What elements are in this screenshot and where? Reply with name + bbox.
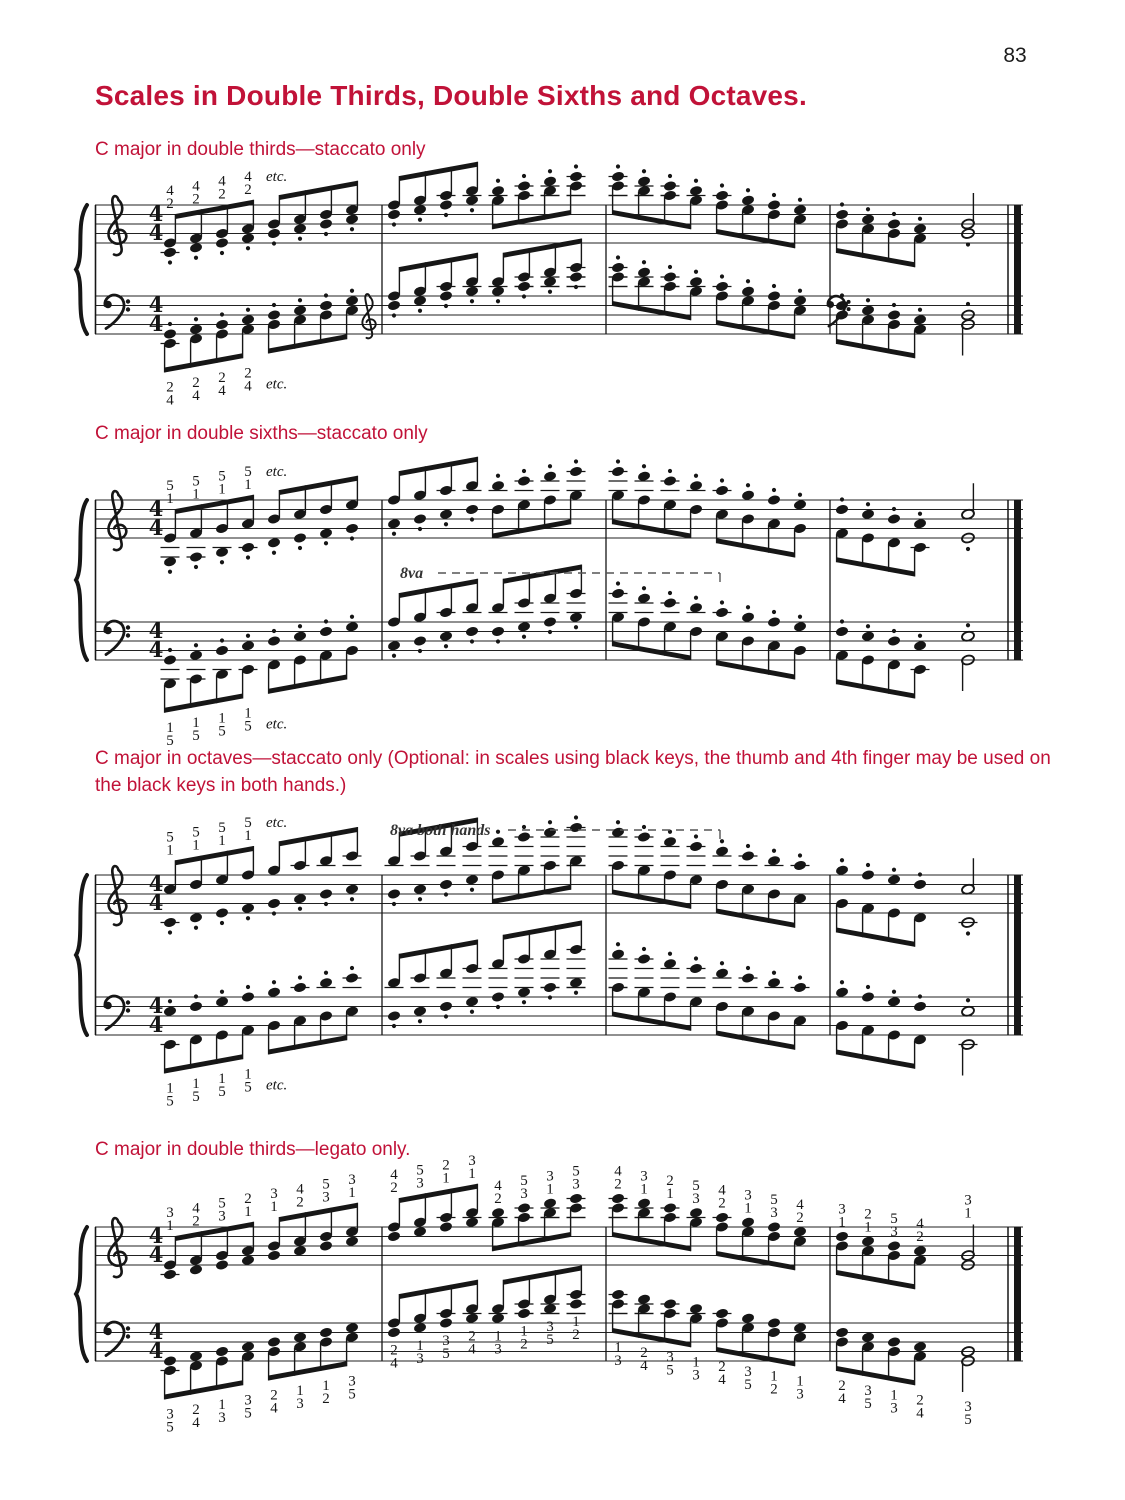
svg-text:1: 1 (692, 1354, 700, 1371)
grand-staff-system-2 (70, 450, 1080, 749)
system-4-caption: C major in double thirds—legato only. (95, 1139, 411, 1160)
svg-text:1: 1 (192, 837, 200, 854)
svg-text:4: 4 (718, 1372, 726, 1388)
svg-text:1: 1 (270, 1199, 278, 1215)
svg-text:5: 5 (322, 1176, 330, 1193)
svg-text:4: 4 (148, 1338, 164, 1363)
svg-text:1: 1 (244, 1066, 252, 1083)
svg-text:1: 1 (864, 1219, 872, 1236)
svg-text:5: 5 (572, 1163, 580, 1180)
svg-text:2: 2 (166, 379, 174, 396)
svg-text:3: 3 (640, 1168, 648, 1185)
svg-text:3: 3 (964, 1192, 972, 1209)
svg-text:3: 3 (890, 1224, 898, 1240)
svg-text:5: 5 (192, 1088, 200, 1105)
svg-text:5: 5 (192, 473, 200, 490)
svg-text:5: 5 (416, 1162, 424, 1179)
svg-text:4: 4 (640, 1357, 648, 1374)
svg-text:3: 3 (614, 1353, 622, 1369)
svg-text:2: 2 (192, 1401, 200, 1418)
svg-text:2: 2 (244, 1190, 252, 1207)
svg-text:5: 5 (348, 1386, 356, 1403)
svg-text:4: 4 (148, 871, 164, 896)
svg-text:etc.: etc. (266, 1077, 288, 1094)
svg-text:2: 2 (218, 370, 226, 386)
svg-text:3: 3 (890, 1400, 898, 1417)
system-2-caption: C major in double sixths—staccato only (95, 423, 428, 444)
svg-text:4: 4 (916, 1405, 924, 1422)
svg-text:1: 1 (838, 1214, 846, 1231)
svg-text:4: 4 (218, 383, 226, 399)
svg-text:2: 2 (244, 365, 252, 382)
svg-text:1: 1 (348, 1184, 356, 1201)
svg-text:1: 1 (494, 1328, 502, 1345)
svg-text:2: 2 (916, 1228, 924, 1245)
svg-text:3: 3 (348, 1171, 356, 1188)
svg-text:4: 4 (718, 1182, 726, 1199)
svg-text:5: 5 (244, 463, 252, 480)
svg-text:3: 3 (964, 1399, 972, 1415)
svg-text:4: 4 (494, 1177, 502, 1194)
svg-text:3: 3 (416, 1350, 424, 1367)
svg-text:5: 5 (244, 1405, 252, 1422)
svg-text:1: 1 (244, 705, 252, 722)
svg-text:1: 1 (890, 1387, 898, 1404)
svg-text:1: 1 (192, 715, 200, 731)
svg-text:2: 2 (390, 1342, 398, 1359)
svg-text:3: 3 (322, 1189, 330, 1206)
svg-text:4: 4 (270, 1400, 278, 1417)
grand-staff-system-1 (70, 165, 1080, 409)
svg-text:8va: 8va (400, 565, 424, 582)
svg-text:3: 3 (770, 1205, 778, 1221)
svg-text:5: 5 (166, 1419, 174, 1436)
svg-text:3: 3 (494, 1341, 502, 1358)
svg-text:2: 2 (494, 1190, 502, 1207)
svg-text:5: 5 (166, 732, 174, 749)
svg-text:1: 1 (192, 1075, 200, 1092)
svg-text:4: 4 (148, 201, 164, 226)
svg-text:4: 4 (148, 890, 164, 915)
svg-text:5: 5 (692, 1177, 700, 1194)
svg-text:2: 2 (640, 1344, 648, 1361)
svg-text:1: 1 (166, 491, 174, 507)
svg-text:1: 1 (640, 1181, 648, 1198)
svg-text:5: 5 (666, 1362, 674, 1379)
page-number: 83 (1003, 44, 1027, 67)
svg-text:3: 3 (666, 1349, 674, 1366)
svg-text:3: 3 (218, 1410, 226, 1426)
svg-text:1: 1 (322, 1378, 330, 1394)
grand-staff-system-4 (70, 1152, 1080, 1480)
svg-text:5: 5 (218, 723, 226, 740)
svg-text:3: 3 (218, 1208, 226, 1225)
svg-text:4: 4 (468, 1341, 476, 1358)
svg-text:1: 1 (614, 1340, 622, 1356)
svg-text:2: 2 (520, 1336, 528, 1353)
system-3-caption: C major in octaves—staccato only (Optional: in scales using black keys, the thumb and 4th finger may be used on the black keys in both hands.) (95, 748, 1051, 796)
svg-text:1: 1 (468, 1165, 476, 1182)
svg-text:5: 5 (166, 478, 174, 494)
page-title: Scales in Double Thirds, Double Sixths and Octaves. (95, 80, 807, 111)
svg-text:3: 3 (572, 1176, 580, 1193)
svg-text:etc.: etc. (266, 168, 288, 185)
svg-text:1: 1 (218, 1071, 226, 1087)
svg-text:3: 3 (442, 1333, 450, 1349)
svg-text:2: 2 (322, 1391, 330, 1407)
svg-text:1: 1 (166, 1080, 174, 1097)
svg-text:2: 2 (218, 186, 226, 203)
svg-text:2: 2 (770, 1381, 778, 1398)
svg-text:3: 3 (546, 1318, 554, 1335)
grand-staff-system-3 (70, 815, 1080, 1112)
svg-text:5: 5 (442, 1346, 450, 1362)
svg-text:5: 5 (244, 718, 252, 735)
svg-text:3: 3 (244, 1392, 252, 1409)
svg-text:1: 1 (166, 719, 174, 736)
svg-text:etc.: etc. (266, 463, 288, 480)
svg-text:5: 5 (218, 819, 226, 836)
svg-text:1: 1 (244, 476, 252, 493)
svg-text:etc.: etc. (266, 376, 288, 393)
svg-text:2: 2 (442, 1157, 450, 1174)
svg-text:8va both hands: 8va both hands (390, 822, 491, 839)
svg-text:4: 4 (148, 496, 164, 521)
svg-text:4: 4 (166, 183, 174, 199)
svg-text:5: 5 (520, 1173, 528, 1189)
svg-text:1: 1 (166, 842, 174, 859)
svg-text:3: 3 (692, 1367, 700, 1384)
svg-text:2: 2 (718, 1195, 726, 1212)
svg-text:5: 5 (244, 1079, 252, 1096)
svg-text:5: 5 (744, 1376, 752, 1393)
svg-text:4: 4 (192, 387, 200, 404)
svg-text:4: 4 (614, 1163, 622, 1180)
svg-text:4: 4 (166, 392, 174, 409)
svg-text:1: 1 (546, 1181, 554, 1198)
svg-text:1: 1 (218, 481, 226, 498)
svg-text:3: 3 (744, 1363, 752, 1380)
svg-text:2: 2 (572, 1327, 580, 1343)
svg-text:3: 3 (270, 1186, 278, 1202)
svg-text:2: 2 (796, 1209, 804, 1226)
svg-text:etc.: etc. (266, 716, 288, 733)
svg-text:1: 1 (666, 1186, 674, 1202)
svg-text:5: 5 (890, 1211, 898, 1227)
svg-text:3: 3 (166, 1406, 174, 1423)
svg-text:1: 1 (218, 1397, 226, 1413)
svg-text:1: 1 (796, 1373, 804, 1390)
svg-text:2: 2 (916, 1392, 924, 1409)
svg-text:1: 1 (770, 1368, 778, 1385)
svg-text:4: 4 (148, 311, 164, 336)
svg-text:2: 2 (666, 1173, 674, 1189)
svg-text:1: 1 (416, 1337, 424, 1354)
svg-text:2: 2 (192, 1213, 200, 1230)
svg-text:4: 4 (838, 1391, 846, 1407)
svg-text:1: 1 (744, 1200, 752, 1217)
svg-text:4: 4 (244, 168, 252, 185)
svg-text:2: 2 (296, 1194, 304, 1211)
svg-text:3: 3 (546, 1168, 554, 1185)
svg-text:1: 1 (244, 828, 252, 844)
svg-text:2: 2 (838, 1378, 846, 1394)
svg-text:5: 5 (218, 1084, 226, 1100)
svg-text:1: 1 (166, 1218, 174, 1234)
svg-text:3: 3 (296, 1395, 304, 1412)
svg-text:3: 3 (416, 1175, 424, 1192)
svg-text:3: 3 (864, 1382, 872, 1399)
svg-text:5: 5 (770, 1192, 778, 1208)
system-1-caption: C major in double thirds—staccato only (95, 139, 426, 160)
svg-text:1: 1 (964, 1205, 972, 1222)
svg-text:3: 3 (744, 1187, 752, 1204)
svg-text:1: 1 (218, 832, 226, 849)
svg-text:4: 4 (148, 618, 164, 643)
svg-text:4: 4 (148, 292, 164, 317)
svg-text:4: 4 (192, 178, 200, 195)
svg-text:4: 4 (148, 515, 164, 540)
svg-text:4: 4 (148, 637, 164, 662)
svg-text:4: 4 (244, 378, 252, 395)
svg-text:1: 1 (572, 1314, 580, 1330)
svg-text:4: 4 (916, 1215, 924, 1232)
svg-text:1: 1 (244, 1203, 252, 1220)
svg-text:4: 4 (148, 1223, 164, 1248)
svg-text:2: 2 (192, 374, 200, 391)
svg-text:5: 5 (546, 1331, 554, 1348)
svg-text:2: 2 (244, 181, 252, 198)
svg-text:1: 1 (192, 486, 200, 503)
svg-text:4: 4 (390, 1355, 398, 1372)
svg-text:3: 3 (520, 1186, 528, 1202)
svg-text:1: 1 (296, 1382, 304, 1399)
svg-text:4: 4 (390, 1167, 398, 1183)
svg-text:4: 4 (148, 220, 164, 245)
svg-text:4: 4 (148, 1242, 164, 1267)
svg-text:2: 2 (468, 1328, 476, 1345)
svg-text:1: 1 (442, 1170, 450, 1187)
svg-text:2: 2 (718, 1359, 726, 1375)
svg-text:4: 4 (148, 993, 164, 1018)
svg-text:2: 2 (192, 191, 200, 208)
svg-text:4: 4 (148, 1012, 164, 1037)
svg-text:3: 3 (796, 1386, 804, 1403)
svg-text:5: 5 (218, 1195, 226, 1212)
svg-text:1: 1 (218, 710, 226, 727)
svg-text:5: 5 (218, 468, 226, 485)
svg-text:4: 4 (218, 173, 226, 190)
svg-text:3: 3 (468, 1152, 476, 1169)
svg-text:etc.: etc. (266, 815, 288, 831)
svg-text:5: 5 (192, 824, 200, 841)
svg-text:3: 3 (166, 1205, 174, 1221)
svg-text:5: 5 (244, 815, 252, 831)
svg-text:2: 2 (166, 196, 174, 212)
svg-text:3: 3 (838, 1201, 846, 1218)
svg-text:5: 5 (964, 1412, 972, 1428)
svg-text:3: 3 (348, 1373, 356, 1390)
svg-text:2: 2 (864, 1206, 872, 1223)
svg-text:5: 5 (166, 829, 174, 846)
svg-text:5: 5 (192, 728, 200, 744)
svg-text:1: 1 (520, 1323, 528, 1340)
svg-text:2: 2 (270, 1387, 278, 1404)
svg-text:5: 5 (864, 1395, 872, 1412)
svg-text:3: 3 (692, 1190, 700, 1207)
svg-text:4: 4 (796, 1196, 804, 1213)
svg-text:2: 2 (614, 1176, 622, 1193)
svg-text:4: 4 (192, 1200, 200, 1217)
svg-text:5: 5 (166, 1093, 174, 1110)
svg-text:4: 4 (148, 1319, 164, 1344)
svg-text:4: 4 (296, 1181, 304, 1198)
svg-text:4: 4 (192, 1414, 200, 1431)
svg-text:2: 2 (390, 1180, 398, 1196)
